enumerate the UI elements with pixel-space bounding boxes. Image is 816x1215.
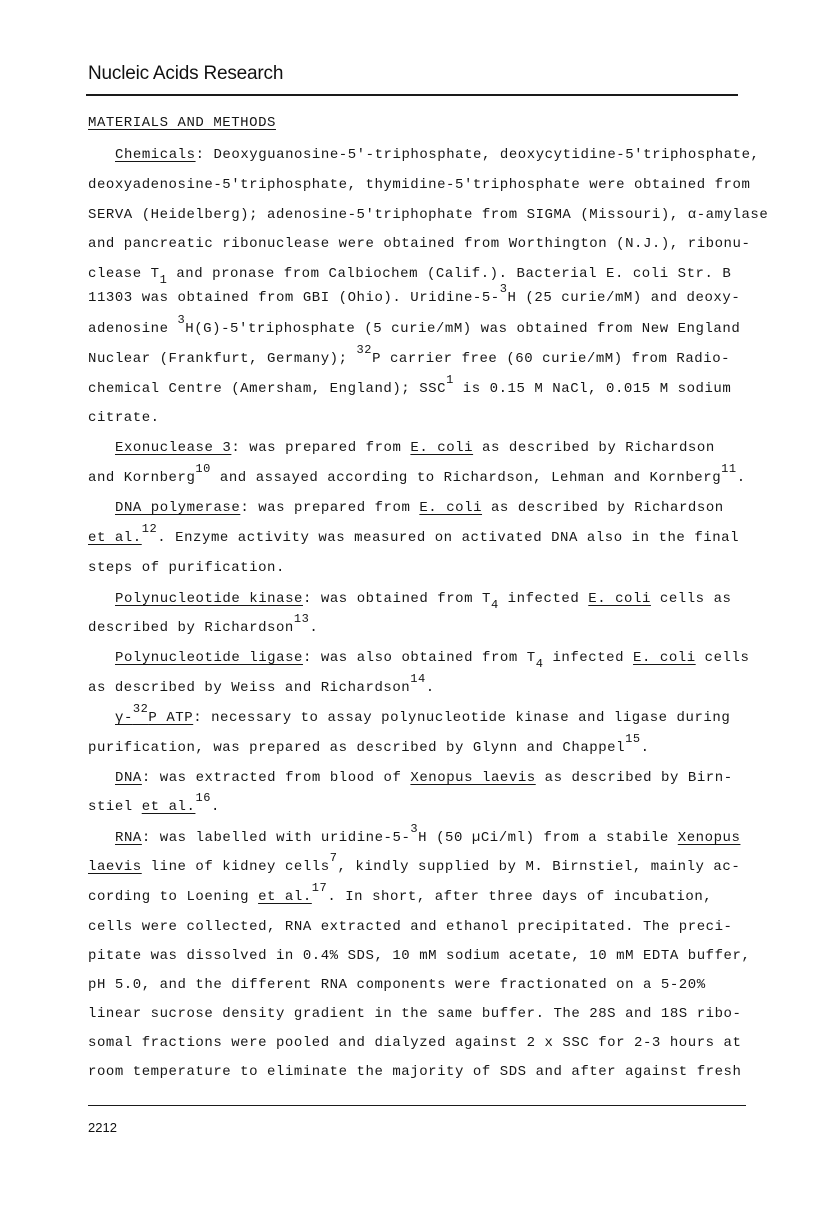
dna-line-2: stiel et al.$^{16}$. bbox=[88, 791, 220, 815]
exonuclease-label: Exonuclease 3 bbox=[115, 440, 232, 456]
chemicals-line-2: deoxyadenosine-5'triphosphate, thymidine-5'triphosphate were obtained from bbox=[88, 177, 751, 193]
dna-label: DNA bbox=[115, 770, 142, 786]
exonuclease-line-1: Exonuclease 3: was prepared from E. coli as described by Richardson bbox=[115, 440, 715, 456]
page-number: 2212 bbox=[88, 1120, 117, 1135]
atp-line-1: γ-$^{32}$P ATP: necessary to assay polynucleotide kinase and ligase during bbox=[115, 702, 731, 726]
chemicals-line-3: SERVA (Heidelberg); adenosine-5'triphophate from SIGMA (Missouri), α-amylase bbox=[88, 207, 769, 223]
polymerase-label: DNA polymerase bbox=[115, 500, 241, 516]
ligase-line-1: Polynucleotide ligase: was also obtained from $T_4$ infected E. coli cells bbox=[115, 650, 750, 671]
kinase-label: Polynucleotide kinase bbox=[115, 591, 303, 607]
chemicals-line-10: citrate. bbox=[88, 410, 160, 426]
chemicals-line-7: adenosine $^3$H(G)-5'triphosphate (5 curie/mM) was obtained from New England bbox=[88, 313, 741, 337]
journal-title: Nucleic Acids Research bbox=[88, 63, 284, 84]
chemicals-line-9: chemical Centre (Amersham, England); SSC$^1$ is 0.15 M NaCl, 0.015 M sodium bbox=[88, 373, 732, 397]
chemicals-line-6: 11303 was obtained from GBI (Ohio). Uridine-5-$^3$H (25 curie/mM) and deoxy- bbox=[88, 282, 741, 306]
rna-line-5: pitate was dissolved in 0.4% SDS, 10 mM sodium acetate, 10 mM EDTA buffer, bbox=[88, 948, 751, 964]
rna-line-2: laevis line of kidney cells$^7$, kindly supplied by M. Birnstiel, mainly ac- bbox=[88, 851, 741, 875]
chemicals-line-5: clease $T_1$ and pronase from Calbiochem (Calif.). Bacterial E. coli Str. B bbox=[88, 266, 732, 287]
chemicals-line-1: Chemicals: Deoxyguanosine-5'-triphosphate, deoxycytidine-5'triphosphate, bbox=[115, 147, 760, 163]
header-rule bbox=[86, 94, 738, 96]
rna-line-8: somal fractions were pooled and dialyzed against 2 x SSC for 2-3 hours at bbox=[88, 1035, 742, 1051]
rna-line-7: linear sucrose density gradient in the same buffer. The 28S and 18S ribo- bbox=[88, 1006, 742, 1022]
chemicals-label: Chemicals bbox=[115, 147, 196, 163]
polymerase-line-2: et al.$^{12}$. Enzyme activity was measured on activated DNA also in the final bbox=[88, 522, 740, 546]
footer-rule bbox=[88, 1105, 746, 1106]
atp-line-2: purification, was prepared as described by Glynn and Chappel$^{15}$. bbox=[88, 732, 650, 756]
kinase-line-2: described by Richardson$^{13}$. bbox=[88, 612, 319, 636]
ligase-label: Polynucleotide ligase bbox=[115, 650, 303, 666]
dna-line-1: DNA: was extracted from blood of Xenopus laevis as described by Birn- bbox=[115, 770, 733, 786]
kinase-line-1: Polynucleotide kinase: was obtained from $T_4$ infected E. coli cells as bbox=[115, 591, 732, 612]
polymerase-line-3: steps of purification. bbox=[88, 560, 285, 576]
rna-label: RNA bbox=[115, 830, 142, 846]
rna-line-9: room temperature to eliminate the majority of SDS and after against fresh bbox=[88, 1064, 742, 1080]
atp-label: γ-$^{32}$P ATP bbox=[115, 702, 194, 726]
ligase-line-2: as described by Weiss and Richardson$^{14}$. bbox=[88, 672, 435, 696]
rna-line-4: cells were collected, RNA extracted and ethanol precipitated. The preci- bbox=[88, 919, 733, 935]
chemicals-line-8: Nuclear (Frankfurt, Germany); $^{32}$P carrier free (60 curie/mM) from Radio- bbox=[88, 343, 731, 367]
polymerase-line-1: DNA polymerase: was prepared from E. coli as described by Richardson bbox=[115, 500, 724, 516]
chemicals-line-4: and pancreatic ribonuclease were obtained from Worthington (N.J.), ribonu- bbox=[88, 236, 751, 252]
rna-line-1: RNA: was labelled with uridine-5-$^3$H (50 µCi/ml) from a stabile Xenopus bbox=[115, 822, 741, 846]
exonuclease-line-2: and Kornberg$^{10}$ and assayed according to Richardson, Lehman and Kornberg$^{11}$. bbox=[88, 462, 746, 486]
rna-line-3: cording to Loening et al.$^{17}$. In short, after three days of incubation, bbox=[88, 881, 713, 905]
rna-line-6: pH 5.0, and the different RNA components were fractionated on a 5-20% bbox=[88, 977, 706, 993]
section-heading: MATERIALS AND METHODS bbox=[88, 115, 276, 131]
